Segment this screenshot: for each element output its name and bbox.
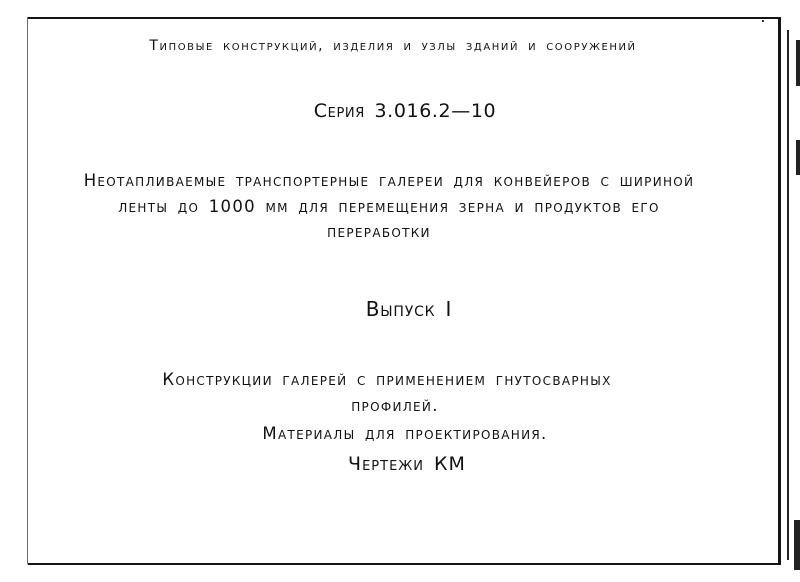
- series-number: Серия 3.016.2—10: [313, 100, 497, 122]
- contents-line-2: профилей.: [351, 396, 439, 415]
- issue-number: Выпуск I: [365, 297, 453, 321]
- document-header: Типовые конструкций, изделия и узлы зданий и сооружений: [149, 38, 637, 54]
- edge-mark: [794, 520, 800, 570]
- edge-mark: [796, 40, 800, 86]
- edge-mark: [796, 140, 800, 175]
- title-line-1: Неотапливаемые транспортерные галереи для конвейеров с шириной: [83, 171, 695, 190]
- contents-line-1: Конструкции галерей с применением гнутосварных: [162, 370, 612, 389]
- title-line-2: ленты до 1000 мм для перемещения зерна и продуктов его: [118, 197, 660, 216]
- frame-top-border: [28, 17, 780, 19]
- frame-left-border: [27, 17, 28, 564]
- frame-right-outer-border: [787, 30, 789, 560]
- frame-bottom-border: [28, 563, 780, 565]
- scan-speck: [762, 20, 764, 22]
- title-line-3: переработки: [327, 222, 431, 241]
- materials-line: Материалы для проектирования.: [262, 424, 548, 443]
- drawings-line: Чертежи КМ: [348, 453, 466, 475]
